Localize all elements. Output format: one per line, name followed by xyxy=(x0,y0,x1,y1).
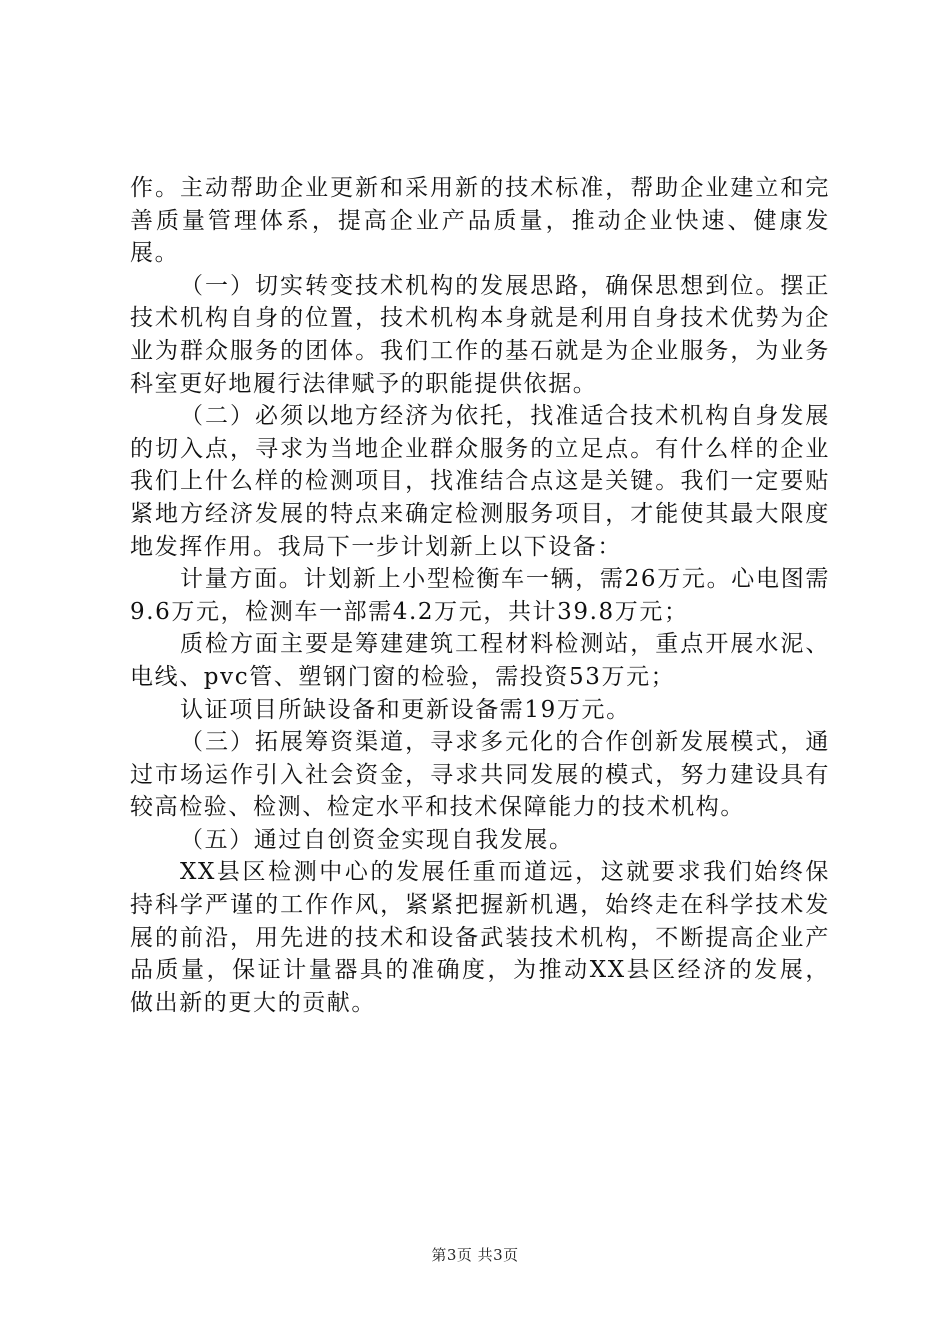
paragraph-quality-inspection: 质检方面主要是筹建建筑工程材料检测站，重点开展水泥、电线、pvc管、塑钢门窗的检验，需投资53万元； xyxy=(130,631,830,690)
paragraph-section-5: （五）通过自创资金实现自我发展。 xyxy=(180,826,574,853)
paragraph-section-2: （二）必须以地方经济为依托，找准适合技术机构自身发展的切入点，寻求为当地企业群众服务的立足点。有什么样的企业我们上什么样的检测项目，找准结合点这是关键。我们一定要贴紧地方经济发展的特点来确定检测服务项目，才能使其最大限度地发挥作用。我局下一步计划新上以下设备： xyxy=(130,403,830,560)
paragraph-metrology: 计量方面。计划新上小型检衡车一辆，需26万元。心电图需9.6万元，检测车一部需4.2万元，共计39.8万元； xyxy=(130,566,830,625)
paragraph-section-3: （三）拓展筹资渠道，寻求多元化的合作创新发展模式，通过市场运作引入社会资金，寻求共同发展的模式，努力建设具有较高检验、检测、检定水平和技术保障能力的技术机构。 xyxy=(130,729,830,821)
page-number-footer: 第3页 共3页 xyxy=(431,1246,519,1264)
document-body xyxy=(130,172,830,1019)
paragraph-certification: 认证项目所缺设备和更新设备需19万元。 xyxy=(180,696,631,723)
paragraph-section-1: （一）切实转变技术机构的发展思路，确保思想到位。摆正技术机构自身的位置，技术机构本身就是利用自身技术优势为企业为群众服务的团体。我们工作的基石就是为企业服务，为业务科室更好地履行法律赋予的职能提供依据。 xyxy=(130,272,830,397)
paragraph-continuation: 作。主动帮助企业更新和采用新的技术标准，帮助企业建立和完善质量管理体系，提高企业产品质量，推动企业快速、健康发展。 xyxy=(130,175,830,267)
paragraph-conclusion: XX县区检测中心的发展任重而道远，这就要求我们始终保持科学严谨的工作作风，紧紧把握新机遇，始终走在科学技术发展的前沿，用先进的技术和设备武装技术机构，不断提高企业产品质量，保证计量器具的准确度，为推动XX县区经济的发展，做出新的更大的贡献。 xyxy=(130,859,830,1016)
